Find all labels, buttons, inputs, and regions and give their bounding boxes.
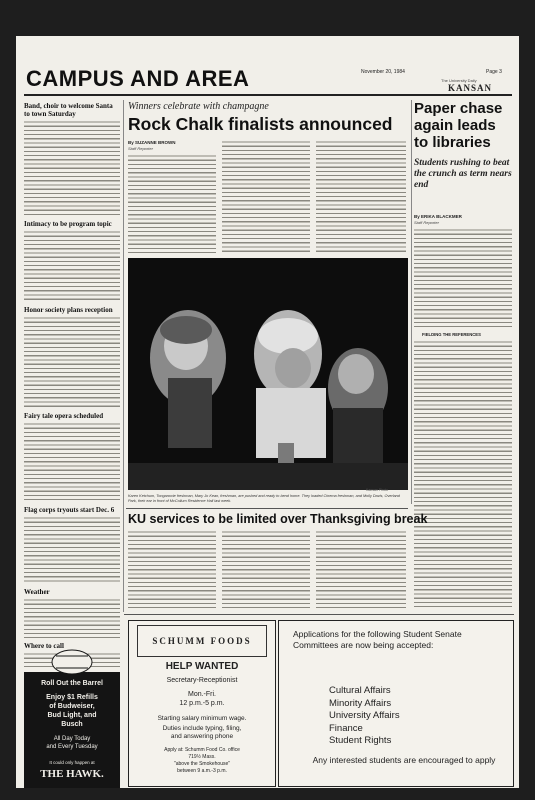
- hawk-ad-line: of Budweiser,: [49, 703, 95, 710]
- brief-headline: Flag corps tryouts start Dec. 6: [24, 506, 115, 514]
- section-rule: [126, 508, 408, 509]
- help-hours: 12 p.m.-5 p.m.: [179, 700, 225, 707]
- right-story-subhead: FIELDING THE REFERENCES: [422, 332, 481, 337]
- story-column: [316, 140, 406, 254]
- help-address: 719½ Mass.: [188, 754, 216, 760]
- barrel-icon: [48, 648, 96, 676]
- hawk-ad-name: THE HAWK.: [40, 768, 104, 780]
- brief-body: [24, 230, 120, 302]
- hawk-ad-line: Bud Light, and: [47, 712, 97, 719]
- ads-rule: [124, 614, 514, 615]
- help-pay: Starting salary minimum wage.: [157, 715, 247, 722]
- help-days: Mon.-Fri.: [188, 691, 216, 698]
- story-byline: By SUZANNE BROWN: [128, 140, 176, 145]
- brief-headline: Where to call: [24, 642, 64, 650]
- story-headline: Rock Chalk finalists announced: [128, 114, 393, 134]
- help-wanted-title: HELP WANTED: [165, 661, 239, 672]
- brief-body: [24, 120, 120, 216]
- right-story-body: [414, 228, 512, 328]
- hawk-ad-line: Enjoy $1 Refills: [46, 694, 98, 701]
- photo-illustration: [128, 258, 408, 490]
- story-kicker: Winners celebrate with champagne: [128, 101, 269, 112]
- right-story-headline: Paper chase again leads to libraries: [414, 100, 503, 151]
- senate-applications-ad: [278, 620, 514, 787]
- brief-body: [24, 598, 120, 638]
- applications-outro: Any interested students are encouraged to apply: [312, 755, 496, 765]
- committee-item: Finance: [329, 722, 363, 734]
- page-number: Page 3: [486, 69, 502, 75]
- help-duties: and answering phone: [170, 733, 234, 740]
- section-title: CAMPUS AND AREA: [26, 66, 250, 91]
- hawk-ad-line: It could only happen at: [49, 760, 95, 765]
- hawk-ad-title: Roll Out the Barrel: [41, 680, 103, 687]
- newspaper-page: [16, 36, 519, 788]
- right-story-deck: Students rushing to beat the crunch as term nears end: [414, 158, 512, 190]
- hawk-ad-line: and Every Tuesday: [46, 744, 98, 750]
- story-photo: [128, 258, 408, 490]
- brief-headline: Fairy tale opera scheduled: [24, 412, 104, 420]
- committee-item: Minority Affairs: [329, 697, 392, 709]
- column-rule: [123, 100, 124, 612]
- story-column: [128, 154, 216, 254]
- committee-list: [329, 685, 400, 748]
- right-story-body: [414, 340, 512, 610]
- photo-caption: Karen Ketchum, Tonganoxie freshman, Mary Jo Kean, freshman, are pushed and ready to bend home. They loaded Cinema freshman, and Molly Davis, Overland Park, their ear in front of McCollum Residence Hall last week.: [128, 494, 400, 503]
- story-staff-label: Staff Reporter: [128, 146, 153, 151]
- paper-name: KANSAN: [448, 83, 493, 93]
- ku-story-column: [316, 530, 406, 610]
- brief-headline: Weather: [24, 588, 50, 596]
- photo-credit: Kansan Photo: [366, 488, 388, 492]
- hawk-ad-line: Busch: [61, 721, 83, 728]
- committee-item: Student Rights: [329, 735, 392, 746]
- hawk-ad-line: All Day Today: [53, 736, 91, 742]
- help-duties: Duties include typing, filing,: [162, 725, 242, 732]
- left-column: [24, 100, 120, 670]
- issue-date: November 20, 1984: [361, 69, 405, 75]
- committee-item: Cultural Affairs: [329, 685, 391, 696]
- brief-body: [24, 316, 120, 408]
- brief-body: [24, 422, 120, 502]
- brief-headline: Honor society plans reception: [24, 306, 113, 314]
- ku-story-headline: KU services to be limited over Thanksgiving break: [128, 512, 428, 526]
- brief-headline: Band, choir to welcome Santa to town Saturday: [24, 102, 113, 118]
- help-apply-hours: between 9 a.m.-3 p.m.: [177, 768, 227, 774]
- masthead-rule: [24, 94, 512, 96]
- right-story-staff-label: Staff Reporter: [414, 220, 439, 225]
- brief-body: [24, 516, 120, 584]
- committee-item: University Affairs: [329, 710, 400, 721]
- help-location: "above the Smokehouse": [173, 761, 231, 767]
- hawk-ad: [24, 672, 120, 788]
- help-position: Secretary-Receptionist: [166, 677, 238, 684]
- applications-intro: Applications for the following Student Senate Committees are now being accepted:: [293, 629, 462, 650]
- story-column: [222, 140, 310, 254]
- ku-story-column: [128, 530, 216, 610]
- brief-headline: Intimacy to be program topic: [24, 220, 112, 228]
- help-wanted-ad: [128, 620, 276, 787]
- ku-story-column: [222, 530, 310, 610]
- help-apply: Apply at: Schumm Food Co. office: [164, 747, 240, 753]
- right-story-byline: By ERIKA BLACKMER: [414, 214, 462, 219]
- schumm-foods-logo: SCHUMM FOODS: [137, 625, 267, 657]
- paper-small-title: The University Daily: [441, 78, 477, 83]
- column-rule: [411, 100, 412, 504]
